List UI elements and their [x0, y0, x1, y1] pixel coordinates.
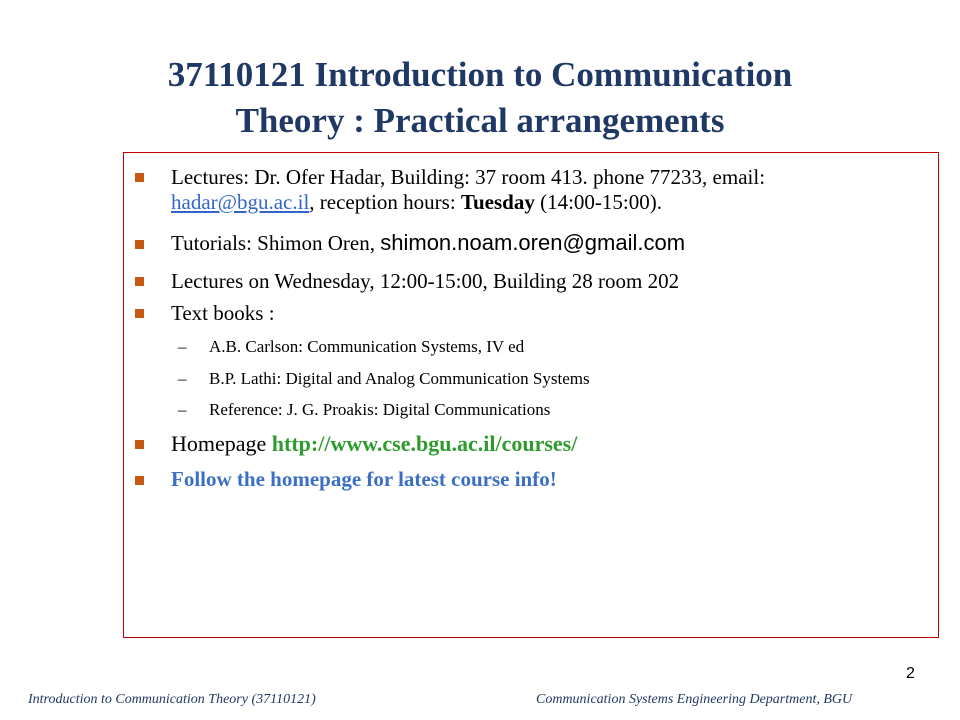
title-line-2: Theory : Practical arrangements [235, 101, 725, 140]
title-line-1: 37110121 Introduction to Communication [167, 55, 793, 94]
reception-hours-label: , reception hours: [309, 190, 461, 214]
homepage-url-link[interactable]: http://www.cse.bgu.ac.il/courses/ [271, 431, 578, 456]
dash-marker: – [178, 400, 187, 419]
tutor-email: shimon.noam.oren@gmail.com [380, 230, 686, 255]
page-number: 2 [906, 665, 915, 682]
footer-course-title: Introduction to Communication Theory (37110121) [28, 692, 316, 707]
square-bullet-icon [135, 240, 144, 249]
lecturer-email-link[interactable]: hadar@bgu.ac.il [171, 190, 310, 214]
square-bullet-icon [135, 309, 144, 318]
bullet-text [171, 431, 926, 456]
square-bullet-icon [135, 173, 144, 182]
dash-marker: – [178, 337, 187, 356]
square-bullet-icon [135, 277, 144, 286]
textbooks-label: Text books : [171, 301, 275, 325]
square-bullet-icon [135, 476, 144, 485]
book-title: Reference: J. G. Proakis: Digital Communications [209, 400, 551, 419]
bullet-text [171, 165, 926, 215]
reception-day: Tuesday [460, 190, 535, 214]
follow-homepage-note: Follow the homepage for latest course info! [171, 467, 557, 491]
book-title: B.P. Lathi: Digital and Analog Communication Systems [209, 369, 590, 388]
tutorials-label: Tutorials: Shimon Oren, [171, 231, 381, 255]
footer-department: Communication Systems Engineering Department, BGU [536, 692, 853, 707]
book-title: A.B. Carlson: Communication Systems, IV ed [209, 337, 525, 356]
bullet-text [171, 230, 926, 256]
dash-marker: – [178, 369, 187, 388]
homepage-label: Homepage [171, 431, 272, 456]
reception-hours: (14:00-15:00). [534, 190, 663, 214]
lectures-line-1: Lectures: Dr. Ofer Hadar, Building: 37 room 413. phone 77233, email: [171, 165, 766, 189]
slide-title [100, 52, 860, 144]
square-bullet-icon [135, 440, 144, 449]
schedule-text: Lectures on Wednesday, 12:00-15:00, Building 28 room 202 [171, 269, 680, 293]
content-box [123, 152, 939, 638]
